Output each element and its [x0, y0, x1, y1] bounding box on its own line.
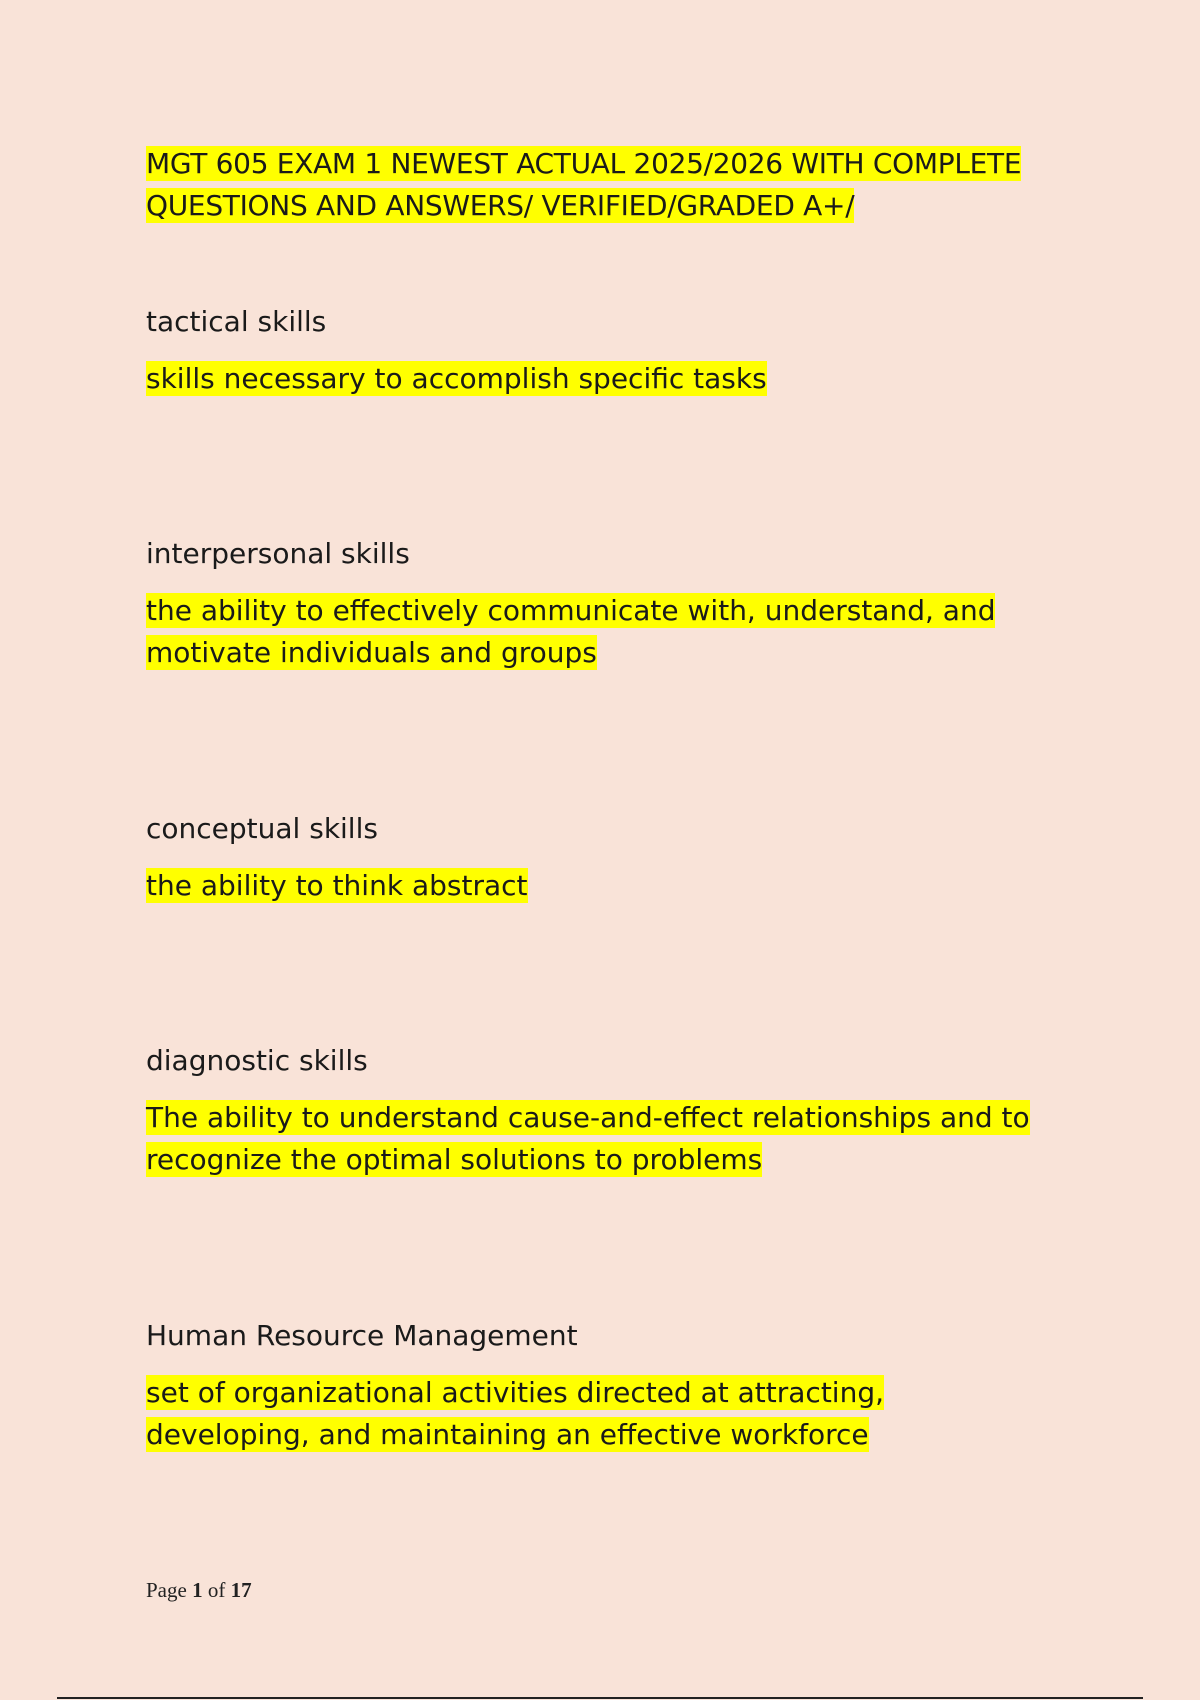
term: conceptual skills	[146, 812, 378, 845]
term: tactical skills	[146, 305, 327, 338]
definition-text: skills necessary to accomplish specific tasks	[146, 362, 767, 395]
definition	[146, 1097, 1046, 1181]
document-title-text: MGT 605 EXAM 1 NEWEST ACTUAL 2025/2026 WITH COMPLETE QUESTIONS AND ANSWERS/ VERIFIED/GRADED A+/	[146, 147, 1022, 222]
definition-text: the ability to effectively communicate with, understand, and motivate individuals and groups	[146, 594, 996, 669]
definition-text: set of organizational activities directed at attracting, developing, and maintaining an effective workforce	[146, 1376, 884, 1451]
term: Human Resource Management	[146, 1319, 578, 1352]
definition	[146, 590, 1046, 674]
page-bottom-rule	[57, 1697, 1143, 1699]
current-page-number: 1	[192, 1578, 203, 1602]
qa-entry	[146, 1043, 1046, 1181]
page-word: Page	[146, 1578, 187, 1602]
of-word: of	[207, 1578, 226, 1602]
definition	[146, 865, 1046, 907]
qa-entry	[146, 536, 1046, 674]
qa-entry	[146, 811, 1046, 907]
definition	[146, 1372, 1046, 1456]
term: diagnostic skills	[146, 1044, 368, 1077]
qa-entry	[146, 1318, 1046, 1456]
page-footer	[146, 1578, 252, 1603]
term: interpersonal skills	[146, 537, 410, 570]
qa-entry	[146, 304, 1046, 400]
total-pages-number: 17	[230, 1578, 252, 1602]
definition	[146, 358, 1046, 400]
document-title	[146, 143, 1066, 227]
definition-text: The ability to understand cause-and-effect relationships and to recognize the optimal solutions to problems	[146, 1101, 1030, 1176]
definition-text: the ability to think abstract	[146, 869, 528, 902]
